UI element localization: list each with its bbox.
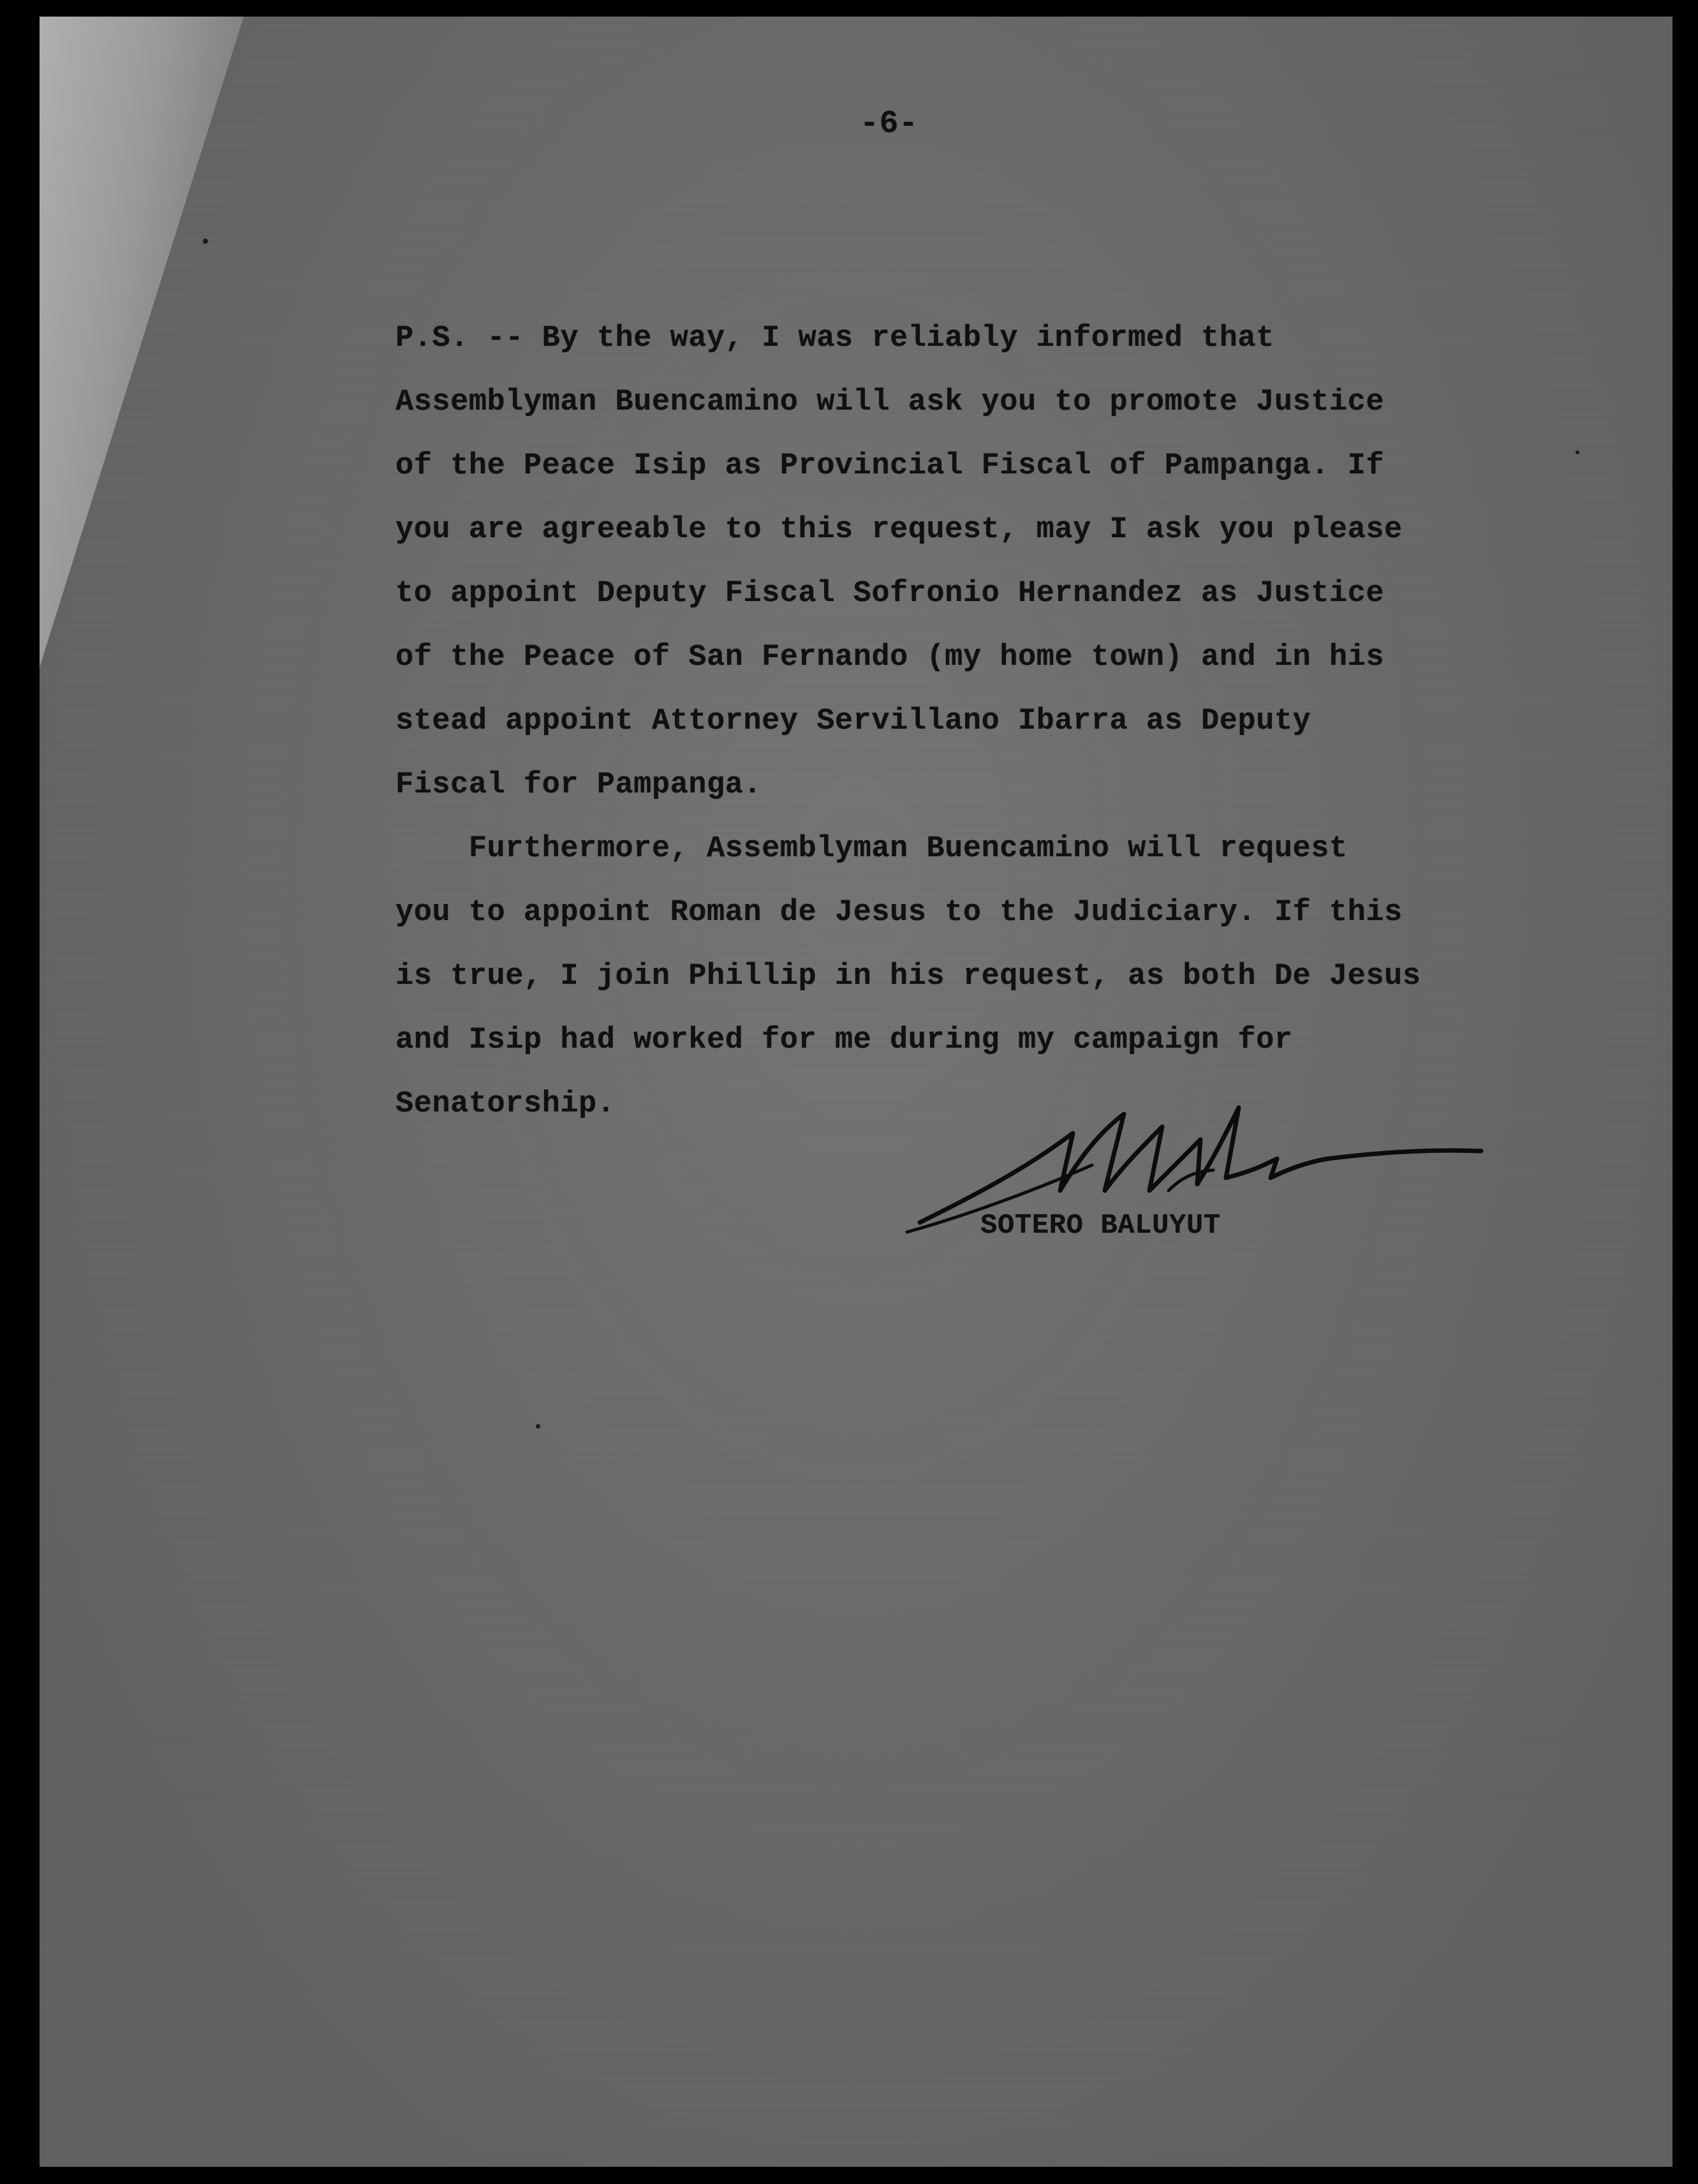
paper-speck bbox=[536, 1424, 540, 1429]
postscript-line: to appoint Deputy Fiscal Sofronio Hernandez as Justice bbox=[395, 577, 1385, 611]
postscript-line: you are agreeable to this request, may I ask you please bbox=[395, 513, 1403, 547]
postscript-line: of the Peace of San Fernando (my home town) and in his bbox=[395, 641, 1385, 674]
postscript-line: stead appoint Attorney Servillano Ibarra as Deputy bbox=[395, 704, 1311, 738]
postscript-line: Assemblyman Buencamino will ask you to promote Justice bbox=[395, 385, 1385, 419]
paper-speck bbox=[1576, 450, 1579, 454]
furthermore-line: Senatorship. bbox=[395, 1087, 616, 1121]
furthermore-line: is true, I join Phillip in his request, as both De Jesus bbox=[395, 960, 1421, 993]
furthermore-line: Furthermore, Assemblyman Buencamino will request bbox=[395, 832, 1348, 866]
furthermore-line: you to appoint Roman de Jesus to the Judiciary. If this bbox=[395, 896, 1403, 930]
page-number: -6- bbox=[860, 106, 919, 142]
postscript-line: of the Peace Isip as Provincial Fiscal of Pampanga. If bbox=[395, 449, 1385, 483]
furthermore-line: and Isip had worked for me during my campaign for bbox=[395, 1023, 1293, 1057]
folded-corner bbox=[40, 17, 244, 667]
postscript-line: P.S. -- By the way, I was reliably informed that bbox=[395, 322, 1274, 355]
postscript-line: Fiscal for Pampanga. bbox=[395, 768, 762, 802]
signer-name: SOTERO BALUYUT bbox=[980, 1210, 1221, 1242]
paper-speck bbox=[203, 239, 208, 244]
letter-page bbox=[40, 17, 1672, 2167]
